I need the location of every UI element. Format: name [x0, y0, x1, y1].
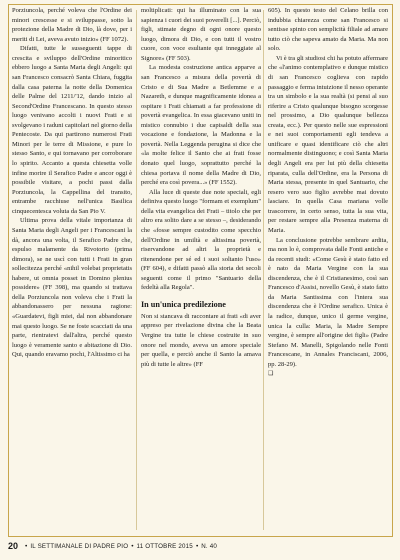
column-divider: [136, 10, 137, 530]
page-number: 20: [8, 541, 19, 551]
issue-number: N. 40: [201, 542, 218, 550]
footer-separator: •: [195, 542, 199, 550]
end-of-article-mark: ❑: [268, 371, 274, 378]
paragraph: Porziuncola, perché voleva che l'Ordine dei minori crescesse e si sviluppasse, sotto la protezione della Madre di Dio, là dove, per i meriti di Lei, aveva avuto inizio» (FF 1072).: [12, 7, 132, 43]
column-1: [12, 6, 132, 360]
page-footer: [8, 538, 393, 554]
paragraph: Vi è tra gli studiosi chi ha potuto affermare che «l'animo contemplativo e dunque mistico di san Francesco coglieva con rapido passaggio e ferma intuizione il nesso operante tra un simbolo e la sua realtà (si pensi al suo riferire a Cristo qualunque bisogno scorgesse nel prossimo, a Dio qualunque bellezza creata, ecc.). Per questo nelle sue espressioni e nei suoi comportamenti egli tendeva a unificare e quasi identificare ciò che altri normalmente distinguono; e così Santa Maria degli Angeli era per lui più della chiesetta riparata, culla dell'Ordine, era la Persona di Maria stessa, presente in quel Santuario, che resero vero suo figlio avrebbe mai dovuto lasciare. In quella Casa mariana volle trascorrere, in certo senso, tutta la sua vita, per restare sempre alla Presenza materna di Maria.: [268, 54, 388, 234]
issue-date: 11 OTTOBRE 2015: [136, 542, 193, 550]
paragraph: Non si stancava di raccontare ai frati «di aver appreso per rivelazione divina che la Beata Vergine tra tutte le chiese costruite in suo onore nel mondo, aveva un amore speciale per quella, e perciò anche il Santo la amava più di tutte le altre» (FF: [141, 312, 261, 368]
column-divider: [263, 10, 264, 530]
column-3: [268, 6, 388, 380]
paragraph: 605). In questo testo del Celano brilla con indubbia chiarezza come san Francesco si sentisse spinto con semplicità filiale ad amare tutto ciò che sapeva amato da Maria. Ma non solo.: [268, 7, 388, 53]
footer-separator: •: [25, 542, 28, 550]
section-heading: In un'unica predilezione: [141, 299, 226, 309]
paragraph: La conclusione potrebbe sembrare ardita, ma non lo è, comprovata dalle Fonti antiche e da recenti studi: «Come Gesù è stato fatto ed è nato da Maria Vergine con la sua discendenza, che è il Cristianesimo, così san Francesco d'Assisi, novello Gesù, è stato fatto da Maria Santissima con l'intera sua discendenza che è l'Ordine serafico. Unica è la radice, dunque, unico il germe vergine, unica la culla: Maria, la Madre Sempre vergine, è sempre all'origine dei figli» (Padre Stefano M. Manelli, Spigolando nelle Fonti Francescane, in Annales Franciscani, 2006, pp. 28-29).: [268, 236, 388, 368]
paragraph: Ultima prova della vitale importanza di Santa Maria degli Angeli per i Francescani la dà, ancora una volta, il Serafico Padre che, espulso malamente da Rivotorto (prima dimora), se ne uscì con tutti i Frati in gran sollecitezza perché «nihil volebat proprietatis habere, ut omnia posset in Domino plenius possidere» (FF 398), ma quando si trattava della Porziuncola non voleva che i Frati la abbandonassero per nessuna ragione: «Guardatevi, figli miei, dal non abbandonare mai questo luogo. Se ne foste scacciati da una parte, rientratevi dall'altra, perché questo luogo è veramente santo e abitazione di Dio. Qui, quando eravamo pochi, l'Altissimo ci ha: [12, 217, 132, 359]
publication-title: IL SETTIMANALE DI PADRE PIO: [30, 542, 129, 550]
paragraph: Alla luce di queste due note speciali, egli definiva questo luogo "formam et exemplum" della vita evangelica dei Frati – titolo che per altro era solito dare a se stesso –, desiderando che «fosse sempre custodito come specchio dell'Ordine in umiltà e altissima povertà, riservandone ad altri la proprietà e ritenendone per sé ed i suoi soltanto l'uso» (FF 604), e difatti passò alla storia dei secoli seguenti come il primo "Santuario della fedeltà alla Regola".: [141, 188, 261, 292]
paragraph: moltiplicati: qui ha illuminato con la sua sapienza i cuori dei suoi poverelli [...]. Perciò, figli, stimate degno di ogni onore questo luogo, dimora di Dio, e con tutti il vostro cuore, con voce esultante qui inneggiate al Signore» (FF 503).: [141, 7, 261, 62]
paragraph: La modesta costruzione antica apparve a san Francesco a misura della povertà di Cristo e di Sua Madre a Betlemme e a Nazareth, e dunque magnificamente idonea a ospitare i Frati chiamati a far professione di povertà evangelica. In essa giacevano uniti in mistico connubio i due capisaldi della sua vocazione e fondazione, la Madonna e la povertà. Nella Leggenda perugina si dice che «la molte felice il Santo che ai frati fosse donato quel luogo, soprattutto perché la chiesa portava il nome della Madre di Dio, perché era così povera...» (FF 1552).: [141, 64, 261, 187]
column-2: [141, 6, 261, 369]
paragraph: Difatti, tutte le susseguenti tappe di crescita e sviluppo dell'Ordine minoritico ebbero luogo a Santa Maria degli Angeli: qui san Francesco consacrò Santa Chiara, fuggita dalla casa paterna la notte della Domenica delle Palme del 1211/'12, dando inizio al Second'Ordine Francescano. In questo stesso luogo venivano accolti i nuovi Frati e si svolgevano i raduni capitolari nel giorno della Pentecoste. Da qui partirono numerosi Frati Minori per le terre di Missione, e pure lo stesso Santo, e qui tornavano per corroborare lo spirito. Accanto a questa chiesetta volle infine morire il Serafico Padre e ancor oggi è possibile visitare, a pochi passi dalla Porziuncola, la Cappellina del transito, entrambe racchiuse nell'unica Basilica cinquecentesca voluta da San Pio V.: [12, 45, 132, 215]
footer-separator: •: [131, 542, 134, 550]
